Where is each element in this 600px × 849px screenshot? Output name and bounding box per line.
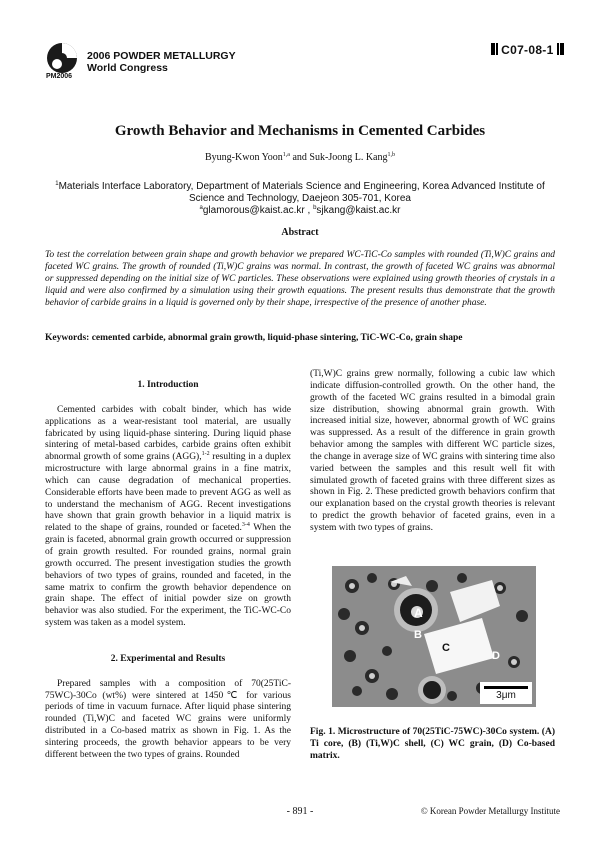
abstract-heading: Abstract bbox=[281, 227, 319, 238]
author-1-sup: 1,a bbox=[282, 152, 290, 158]
paper-code-badge bbox=[491, 43, 564, 57]
author-and: and bbox=[289, 152, 310, 163]
right-column-paragraph: (Ti,W)C grains grew normally, following a cubic law which indicate diffusion-controlled growth. On the other hand, the growth of the faceted WC grains resulted in a bimodal grain size distribution, showing abnormal grain growth. With increased initial size, however, abnormal growth of WC grains was suppressed. As a result of the difference in grain growth behavior among the samples with different WC particle sizes, the change in average size of WC grains with sintering time also varied between the samples and this result well fit with simulated growth of faceted grains with three different sizes as shown in Fig. 2. These predicted growth behaviors confirm that our explanation based on the crystal growth theories is relevant to predict the growth behavior of faceted grains, even in a system with two types of grains. bbox=[310, 369, 555, 533]
ref-2: 3-4 bbox=[241, 522, 250, 529]
email-a: glamorous@kaist.ac.kr bbox=[202, 205, 305, 216]
congress-org: 2006 POWDER METALLURGY bbox=[87, 50, 236, 62]
footer-copyright: © Korean Powder Metallurgy Institute bbox=[420, 806, 560, 816]
author-2: Suk-Joong L. Kang bbox=[309, 152, 388, 163]
email-b: sjkang@kaist.ac.kr bbox=[316, 205, 401, 216]
figure-label-d: D bbox=[492, 650, 500, 662]
logo-year: PM2006 bbox=[46, 73, 73, 80]
page-number: - 891 - bbox=[286, 806, 314, 817]
microstructure-figure bbox=[332, 566, 536, 707]
paper-code: C07-08-1 bbox=[501, 43, 554, 57]
author-2-sup: 1,b bbox=[387, 152, 395, 158]
figure-label-b: B bbox=[414, 629, 422, 641]
keywords bbox=[45, 333, 555, 343]
email-b-sup: b bbox=[313, 205, 317, 211]
abstract-text: To test the correlation between grain shape and growth behavior we prepared WC-TiC-Co samples with rounded (Ti,W)C grains and faceted WC grains. The growth of rounded (Ti,W)C grains was normal. In contrast, the growth of faceted WC grains was abnormal or suppressed depending on the initial size of WC particles. These observations were explained using growth theories of crystals in a liquid and were also confirmed by a simulation using their growth equations. The present results thus demonstrate that the growth behavior of carbide grains in a liquid is governed only by their shape, irrespective of the presence of another phase. bbox=[45, 250, 555, 308]
author-line bbox=[0, 152, 600, 163]
email-a-sup: a bbox=[199, 205, 203, 211]
intro-text-3: When the grain is faceted, abnormal grain growth occurred or suppression of grain growth resulted. For rounded grains, normal grain growth occurred. The present investigation studies the growth behaviors of two types of grains, rounded and faceted, in the same matrix to confirm the growth behavior dependence on grain shape. The effect of initial powder size on growth behavior was also studied. For the experiment, the TiC-WC-Co system was taken as a model system. bbox=[45, 523, 292, 629]
figure-caption: Fig. 1. Microstructure of 70(25TiC-75WC)-30Co system. (A) Ti core, (B) (Ti,W)C shell, (C) WC grain, (D) Co-based matrix. bbox=[310, 727, 555, 761]
ref-1: 1-2 bbox=[201, 451, 210, 458]
paper-title: Growth Behavior and Mechanisms in Cemented Carbides bbox=[114, 123, 486, 139]
author-1: Byung-Kwon Yoon bbox=[205, 152, 283, 163]
keywords-text: : cemented carbide, abnormal grain growth, liquid-phase sintering, TiC-WC-Co, grain shape bbox=[86, 333, 463, 343]
figure-label-c: C bbox=[442, 642, 450, 654]
email-sep: , bbox=[304, 205, 314, 216]
section-heading-experimental: 2. Experimental and Results bbox=[110, 653, 226, 664]
left-column bbox=[45, 380, 291, 762]
section-heading-introduction: 1. Introduction bbox=[137, 380, 199, 390]
scale-bar-box bbox=[480, 682, 532, 704]
intro-text-2: resulting in a duplex microstructure with large abnormal grains in a fine matrix, which can cause degradation of mechanical properties. Considerable efforts have been made to prevent AGG as well as to understand the mechanism of AGG. Recent investigations have shown that grain growth behavior in a liquid matrix is related to the shape of grains, rounded or faceted. bbox=[45, 452, 291, 534]
affiliation-text: Materials Interface Laboratory, Department of Materials Science and Engineering, Korea Advanced Institute of Science and Technology, Daejeon 305-701, Korea bbox=[58, 181, 545, 204]
experimental-paragraph: Prepared samples with a composition of 70(25TiC-75WC)-30Co (wt%) were sintered at 1450℃ for various periods of time in vacuum furnace. After liquid phase sintering rounded (Ti,W)C and faceted WC grains were uniformly distributed in a Co-based matrix as shown in Fig. 1. As the sintering proceeds, the growth behavior appears to be very different between the two types of grains. Rounded bbox=[45, 678, 291, 760]
congress-name bbox=[87, 50, 236, 74]
scale-bar bbox=[484, 686, 528, 689]
congress-event: World Congress bbox=[87, 62, 168, 74]
scale-label: 3μm bbox=[496, 690, 516, 701]
congress-logo-icon bbox=[45, 42, 79, 76]
keywords-label: Keywords bbox=[45, 333, 87, 343]
affiliation-num: 1 bbox=[55, 181, 59, 187]
intro-text-1: Cemented carbides with cobalt binder, which has wide applications as a wear-resistant tool material, are usually fabricated by using liquid-phase sintering. During liquid phase sintering of metal-based carbides, carbide grains often exhibit abnormal growth of some grains (AGG), bbox=[45, 404, 291, 463]
intro-paragraph bbox=[45, 405, 291, 630]
figure-label-a: A bbox=[414, 606, 423, 620]
affiliation bbox=[50, 181, 550, 217]
